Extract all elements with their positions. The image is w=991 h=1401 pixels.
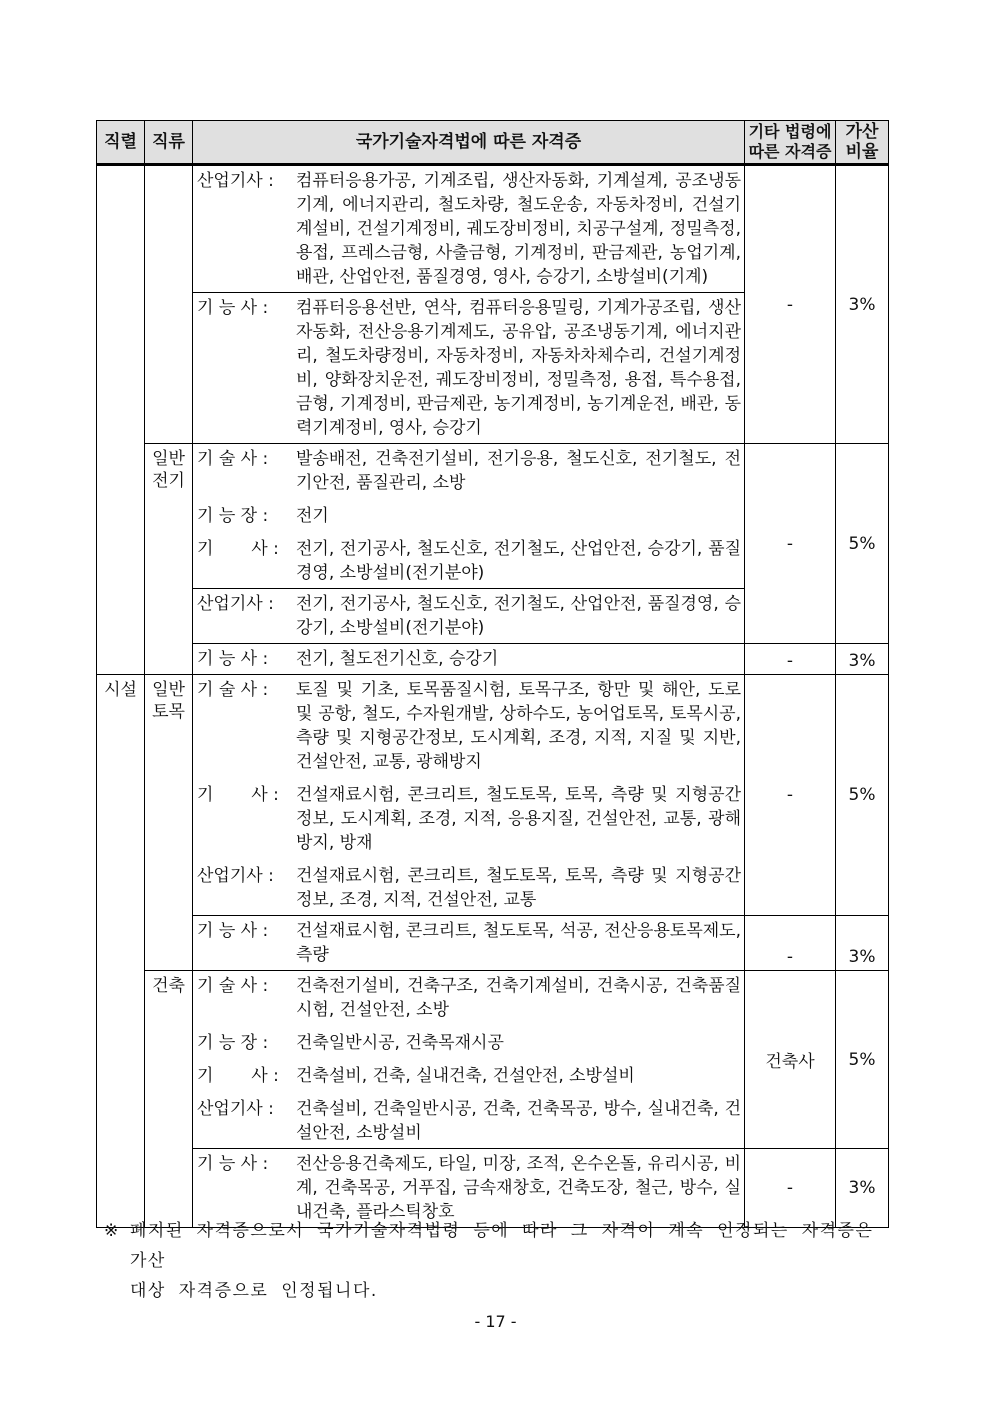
certificate-entry: 산업기사 : 건설재료시험, 콘크리트, 철도토목, 토목, 측량 및 지형공간정보, 조경, 지적, 건설안전, 교통 <box>197 866 741 910</box>
other-certificate-cell: - <box>745 916 836 971</box>
table-row <box>97 165 889 293</box>
certificate-entry: 기 능 사 : 컴퓨터응용선반, 연삭, 컴퓨터응용밀링, 기계가공조립, 생산자동화, 전산응용기계제도, 공유압, 공조냉동기계, 에너지관리, 철도차량정비, 자동차정비, 자동차차체수리, 건설기계정비, 양화장치운전, 궤도장비정비, 정밀측정, 용접, 특수용접, 금형, 기계정비, 판금제관, 농기계정비, 농기계운전, 배관, 동력기계정비, 영사, 승강기 <box>197 298 741 438</box>
other-certificate-cell: - <box>745 165 836 444</box>
certificate-cell <box>193 916 745 971</box>
certificate-entry: 산업기사 : 전기, 전기공사, 철도신호, 전기철도, 산업안전, 품질경영, 승강기, 소방설비(전기분야) <box>197 594 741 638</box>
header-other-certificate: 기타 법령에 따른 자격증 <box>745 121 836 165</box>
certificate-entry: 기 술 사 : 토질 및 기초, 토목품질시험, 토목구조, 항만 및 해안, 도로 및 공항, 철도, 수자원개발, 상하수도, 농어업토목, 토목시공, 측량 및 지형공간정보, 도시계획, 조경, 지적, 지질 및 지반, 건설안전, 교통, 광해방지 <box>197 680 741 772</box>
certificate-entry: 기 능 장 : 건축일반시공, 건축목재시공 <box>197 1033 504 1053</box>
table-row <box>97 916 889 971</box>
certificate-cell <box>193 444 745 589</box>
certificate-entry: 기 능 사 : 전기, 철도전기신호, 승강기 <box>197 649 499 669</box>
bonus-ratio-cell: 3% <box>836 916 889 971</box>
certificate-entry: 기 능 사 : 전산응용건축제도, 타일, 미장, 조적, 온수온돌, 유리시공, 비계, 건축목공, 거푸집, 금속재창호, 건축도장, 철근, 방수, 실내건축, 플라스틱창호 <box>197 1154 741 1222</box>
table-row <box>97 971 889 1149</box>
grade-cell: 시설 <box>97 675 145 1228</box>
certificate-cell <box>193 589 745 644</box>
header-bonus-ratio: 가산 비율 <box>836 121 889 165</box>
footnote-line1: 폐지된 자격증으로서 국가기술자격법령 등에 따라 그 자격이 계속 인정되는 자격증은 가산 <box>130 1221 874 1271</box>
qualification-table <box>96 120 889 1228</box>
table-row <box>97 444 889 589</box>
series-cell: 일반 토목 <box>145 675 193 971</box>
header-series: 직류 <box>145 121 193 165</box>
certificate-entry: 기 술 사 : 건축전기설비, 건축구조, 건축기계설비, 건축시공, 건축품질시험, 건설안전, 소방 <box>197 976 741 1020</box>
table-header-row <box>97 121 889 165</box>
footnote <box>104 1216 899 1306</box>
certificate-cell <box>193 293 745 444</box>
certificate-entry: 기 사 : 건설재료시험, 콘크리트, 철도토목, 토목, 측량 및 지형공간정보, 도시계획, 조경, 지적, 응용지질, 건설안전, 교통, 광해방지, 방재 <box>197 785 741 853</box>
grade-cell <box>97 165 145 675</box>
table-row <box>97 675 889 916</box>
certificate-entry: 산업기사 : 건축설비, 건축일반시공, 건축, 건축목공, 방수, 실내건축, 건설안전, 소방설비 <box>197 1099 741 1143</box>
certificate-cell <box>193 644 745 675</box>
bonus-ratio-cell: 3% <box>836 644 889 675</box>
series-cell: 일반 전기 <box>145 444 193 675</box>
other-certificate-cell: - <box>745 675 836 916</box>
other-certificate-cell: - <box>745 1149 836 1228</box>
other-certificate-cell: 건축사 <box>745 971 836 1149</box>
page-number: - 17 - <box>474 1312 517 1331</box>
certificate-entry: 기 능 장 : 전기 <box>197 506 329 526</box>
certificate-cell <box>193 675 745 916</box>
series-cell: 건축 <box>145 971 193 1228</box>
table-row <box>97 644 889 675</box>
certificate-cell <box>193 165 745 293</box>
series-cell <box>145 165 193 444</box>
other-certificate-cell: - <box>745 444 836 644</box>
bonus-ratio-cell: 3% <box>836 1149 889 1228</box>
certificate-entry: 기 능 사 : 건설재료시험, 콘크리트, 철도토목, 석공, 전산응용토목제도, 측량 <box>197 921 741 965</box>
bonus-ratio-cell: 3% <box>836 165 889 444</box>
header-national-certificate: 국가기술자격법에 따른 자격증 <box>193 121 745 165</box>
reference-mark: ※ <box>104 1221 120 1241</box>
certificate-entry: 기 사 : 건축설비, 건축, 실내건축, 건설안전, 소방설비 <box>197 1066 635 1086</box>
certificate-entry: 기 술 사 : 발송배전, 건축전기설비, 전기응용, 철도신호, 전기철도, 전기안전, 품질관리, 소방 <box>197 449 741 493</box>
certificate-cell <box>193 971 745 1149</box>
bonus-ratio-cell: 5% <box>836 971 889 1149</box>
header-grade: 직렬 <box>97 121 145 165</box>
other-certificate-cell: - <box>745 644 836 675</box>
footnote-line2: 대상 자격증으로 인정됩니다. <box>130 1281 378 1301</box>
bonus-ratio-cell: 5% <box>836 675 889 916</box>
certificate-entry: 산업기사 : 컴퓨터응용가공, 기계조립, 생산자동화, 기계설계, 공조냉동기계, 에너지관리, 철도차량, 철도운송, 자동차정비, 건설기계설비, 건설기계정비, 궤도장비정비, 치공구설계, 정밀측정, 용접, 프레스금형, 사출금형, 기계정비, 판금제관, 농업기계, 배관, 산업안전, 품질경영, 영사, 승강기, 소방설비(기계) <box>197 171 741 287</box>
certificate-entry: 기 사 : 전기, 전기공사, 철도신호, 전기철도, 산업안전, 승강기, 품질경영, 소방설비(전기분야) <box>197 539 741 583</box>
bonus-ratio-cell: 5% <box>836 444 889 644</box>
